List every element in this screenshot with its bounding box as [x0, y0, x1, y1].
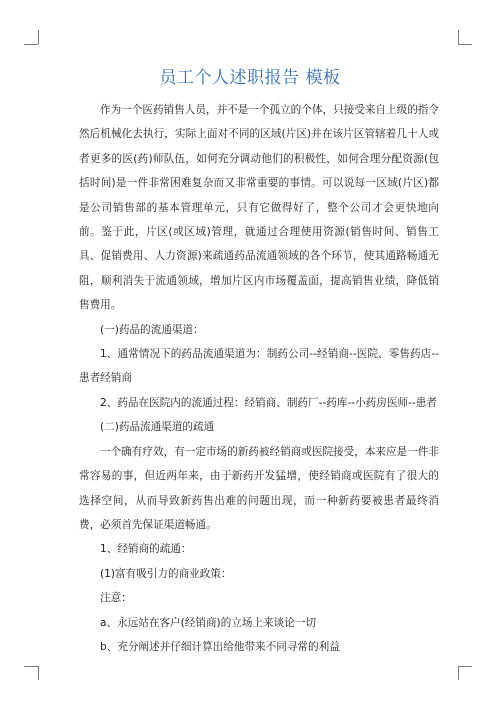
paragraph-subheading-1: 1、经销商的疏通： [100, 543, 192, 556]
paragraph-note-a: a、永远站在客户(经销商)的立场上来谈论一切 [100, 616, 317, 629]
paragraph-heading-2: (二)药品流通渠道的疏通 [100, 421, 215, 434]
paragraph-heading-1: (一)药品的流通渠道： [100, 323, 204, 336]
document-title: 员工个人述职报告 模板 [159, 68, 341, 88]
paragraph-note-b: b、充分阐述并仔细计算出给他带来不同寻常的利益 [100, 640, 340, 653]
paragraph-item-2: 2、药品在医院内的流通过程：经销商、制药厂--药库--小药房医师--患者 [100, 396, 437, 409]
paragraph-body-2: 一个确有疗效，有一定市场的新药被经销商或医院接受，本来应是一件非常容易的事，但近两年来，由于新药开发猛增，使经销商或医院有了很大的选择空间，从而导致新药售出难的问题出现，而一种新药要被患者最终消费，必须首先保证渠道畅通。 [79, 445, 439, 531]
paragraph-note-label: 注意： [100, 592, 132, 605]
document-body [79, 98, 439, 659]
paragraph-item-1: 1、通常情况下的药品流通渠道为：制药公司--经销商--医院、零售药店--患者经销商 [79, 348, 439, 385]
paragraph-intro: 作为一个医药销售人员，并不是一个孤立的个体，只接受来自上级的指令然后机械化去执行，实际上面对不同的区域(片区)并在该片区管辖着几十人或者更多的医(药)师队伍，如何充分调动他们的积极性，如何合理分配资源(包括时间)是一件非常困难复杂而又非常重要的事情。可以说每一区域(片区)都是公司销售部的基本管理单元，只有它做得好了，整个公司才会更快地向前。鉴于此，片区(或区域)管理，就通过合理使用资源(销售时间、销售工具、促销费用、人力资源)来疏通药品流通领域的各个环节，使其通路畅通无阻，顺利消失于流通领域，增加片区内市场覆盖面，提高销售业绩，降低销售费用。 [79, 104, 439, 312]
paragraph-subheading-2: (1)富有吸引力的商业政策： [100, 567, 232, 580]
